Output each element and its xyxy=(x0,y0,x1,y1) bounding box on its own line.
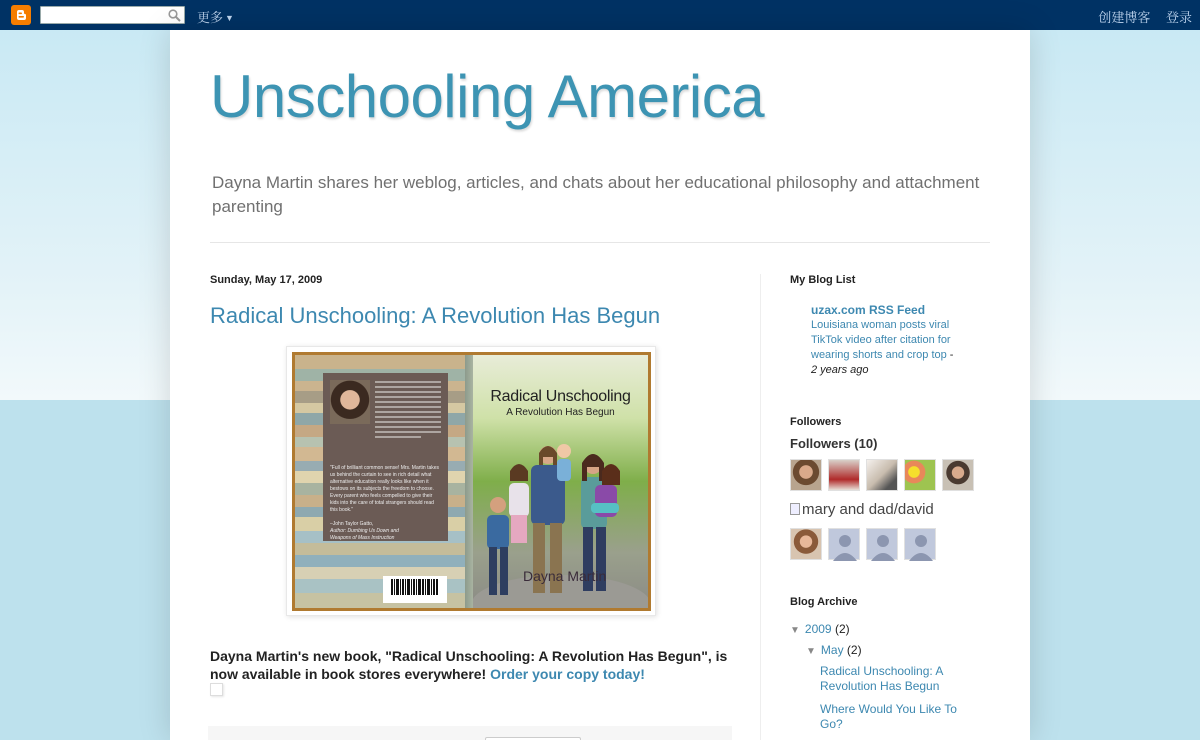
feed-item-link[interactable]: Louisiana woman posts viral TikTok video after citation for wearing shorts and crop top xyxy=(811,319,951,361)
book-front-cover xyxy=(473,355,648,608)
book-spine xyxy=(465,355,473,608)
post-body xyxy=(210,647,735,683)
caret-down-icon: ▼ xyxy=(225,13,234,23)
cover-author: Dayna Martin xyxy=(523,568,607,584)
archive-post-link[interactable]: Radical Unschooling: A Revolution Has Begun xyxy=(820,664,943,693)
blog-list-title: My Blog List xyxy=(790,274,856,286)
feed-item-separator: - xyxy=(946,349,954,361)
barcode xyxy=(383,576,447,603)
blog-description: Dayna Martin shares her weblog, articles, and chats about her educational philosophy and attachment parenting xyxy=(212,173,980,216)
feed-item xyxy=(811,318,971,378)
archive-post-link[interactable]: Where Would You Like To Go? xyxy=(820,702,957,731)
blog-title[interactable]: Unschooling America xyxy=(210,63,765,130)
post-footer xyxy=(208,726,732,740)
default-user-icon xyxy=(829,529,861,561)
feed-item-age: 2 years ago xyxy=(811,364,869,376)
follower-avatar[interactable] xyxy=(828,459,860,491)
more-menu-label: 更多 xyxy=(197,10,224,25)
post-body-text: Dayna Martin's new book, "Radical Unschooling: A Revolution Has Begun", is now available in book stores everywhere! xyxy=(210,648,728,682)
blogger-logo-icon[interactable] xyxy=(11,5,31,25)
book-back-cover xyxy=(295,355,465,608)
blog-archive-title: Blog Archive xyxy=(790,596,858,608)
create-blog-link[interactable]: 创建博客 xyxy=(1098,10,1151,25)
archive-month-count: (2) xyxy=(846,643,862,657)
follower-avatar-default[interactable] xyxy=(904,528,936,560)
follower-avatar[interactable] xyxy=(904,459,936,491)
author-photo xyxy=(330,380,370,424)
post-date: Sunday, May 17, 2009 xyxy=(210,274,323,286)
search-icon[interactable] xyxy=(168,9,181,22)
navbar-search-box xyxy=(40,6,185,24)
archive-month-link[interactable]: May xyxy=(820,643,844,657)
book-jacket xyxy=(292,352,651,611)
follower-avatar-default[interactable] xyxy=(828,528,860,560)
column-divider xyxy=(760,274,761,740)
follower-avatar[interactable] xyxy=(942,459,974,491)
cover-subtitle: A Revolution Has Begun xyxy=(506,407,615,418)
broken-image-icon xyxy=(790,503,800,515)
follower-avatar-default[interactable] xyxy=(866,528,898,560)
broken-image-alt: mary and dad/david xyxy=(790,501,934,518)
main-column xyxy=(210,274,735,682)
post-title[interactable]: Radical Unschooling: A Revolution Has Begun xyxy=(210,303,661,328)
follower-avatar[interactable] xyxy=(866,459,898,491)
archive-month xyxy=(806,643,862,657)
more-menu[interactable] xyxy=(197,7,234,26)
back-cover-author-panel xyxy=(323,373,448,541)
navbar-search-input[interactable] xyxy=(43,8,163,22)
sidebar xyxy=(790,274,990,731)
small-embedded-image xyxy=(210,683,223,696)
follower-avatar[interactable] xyxy=(790,528,822,560)
login-link[interactable]: 登录 xyxy=(1165,10,1192,25)
header-divider xyxy=(210,242,990,243)
default-user-icon xyxy=(905,529,937,561)
navbar-right-links xyxy=(1086,7,1192,26)
book-cover-image[interactable] xyxy=(286,346,656,616)
author-bio-text xyxy=(375,381,441,441)
archive-year-link[interactable]: 2009 xyxy=(804,622,832,636)
default-user-icon xyxy=(867,529,899,561)
expand-triangle-icon[interactable]: ▼ xyxy=(790,625,800,636)
blog-content-area xyxy=(170,30,1030,740)
followers-widget-title: Followers xyxy=(790,416,842,428)
archive-year xyxy=(790,622,850,636)
blogger-navbar xyxy=(0,0,1200,30)
expand-triangle-icon[interactable]: ▼ xyxy=(806,646,816,657)
follower-avatar[interactable] xyxy=(790,459,822,491)
cover-title: Radical Unschooling xyxy=(490,388,631,405)
followers-count: Followers (10) xyxy=(790,436,878,451)
feed-title[interactable]: uzax.com RSS Feed xyxy=(811,303,926,317)
archive-year-count: (2) xyxy=(834,622,850,636)
order-link[interactable]: Order your copy today! xyxy=(490,666,645,682)
back-cover-quote: "Full of brilliant common sense! Mrs. Martin takes us behind the curtain to see in rich detail what alternative education really looks like when it bestows on its subjects the freedom to choose. Every parent who feels compelled to give their kids into the care of total strangers should read this book." –John Taylor Gatto, Author: Dumbing Us Down and Weapons of Mass Instruction xyxy=(330,465,440,541)
